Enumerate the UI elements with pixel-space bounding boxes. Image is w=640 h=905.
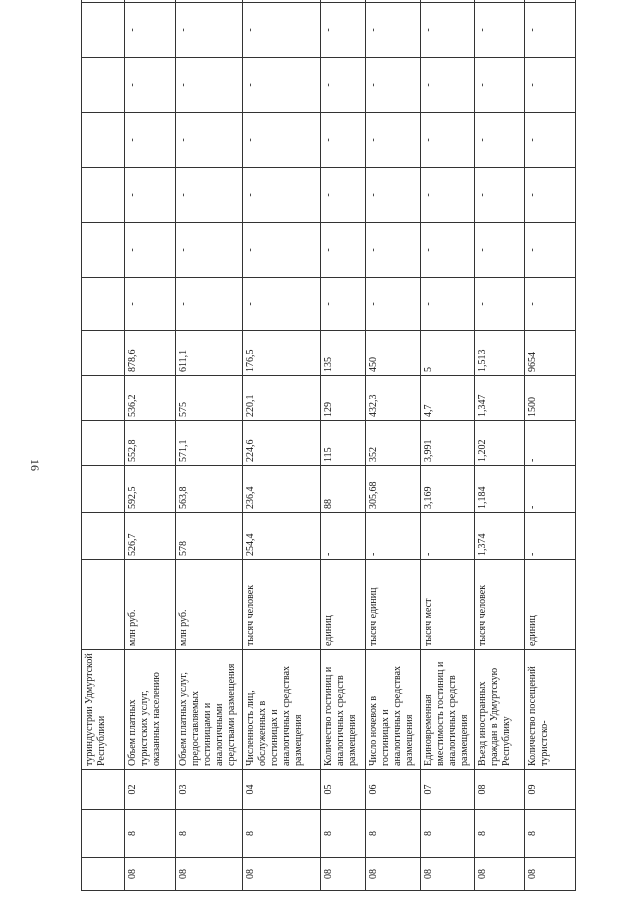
value-cell xyxy=(176,0,243,3)
value-cell xyxy=(82,331,125,376)
value-cell: 578 xyxy=(176,513,243,560)
table-row xyxy=(524,0,575,891)
code-cell: 8 xyxy=(176,810,243,858)
value-cell: - xyxy=(366,513,420,560)
value-cell: 224,6 xyxy=(243,421,321,466)
code-cell xyxy=(82,810,125,858)
value-cell: - xyxy=(475,168,524,223)
value-cell: - xyxy=(420,113,474,168)
value-cell: - xyxy=(125,113,176,168)
value-cell: 1,184 xyxy=(475,466,524,513)
value-cell: 1500 xyxy=(524,376,575,421)
value-cell: - xyxy=(366,3,420,58)
value-cell: 571,1 xyxy=(176,421,243,466)
value-cell: - xyxy=(366,58,420,113)
value-cell: - xyxy=(321,58,366,113)
table-row xyxy=(475,0,524,891)
code-cell: 8 xyxy=(321,810,366,858)
value-cell: - xyxy=(125,278,176,331)
value-cell xyxy=(82,376,125,421)
code-cell: 8 xyxy=(243,810,321,858)
table-row xyxy=(82,0,125,891)
value-cell: - xyxy=(243,278,321,331)
value-cell: - xyxy=(366,113,420,168)
value-cell: - xyxy=(243,113,321,168)
value-cell: 4,7 xyxy=(420,376,474,421)
value-cell: 254,4 xyxy=(243,513,321,560)
table-row xyxy=(243,0,321,891)
value-cell: - xyxy=(475,113,524,168)
indicator-name-cell: Объем платных услуг, предоставляемых гостиницами и аналогичными средствами размещения xyxy=(176,650,243,770)
value-cell: - xyxy=(475,58,524,113)
indicator-name-cell: Численность лиц, обслуженных в гостиницах и аналогичных средствах размещения xyxy=(243,650,321,770)
value-cell: 1,513 xyxy=(475,331,524,376)
code-cell: 08 xyxy=(366,858,420,891)
value-cell: 432,3 xyxy=(366,376,420,421)
value-cell: 176,5 xyxy=(243,331,321,376)
code-cell: 08 xyxy=(475,858,524,891)
value-cell: - xyxy=(243,58,321,113)
value-cell: - xyxy=(243,3,321,58)
value-cell: - xyxy=(524,278,575,331)
value-cell: 1,374 xyxy=(475,513,524,560)
value-cell: 563,8 xyxy=(176,466,243,513)
code-cell: 08 xyxy=(125,858,176,891)
value-cell: 878,6 xyxy=(125,331,176,376)
unit-cell: тысяч мест xyxy=(420,560,474,650)
value-cell: - xyxy=(420,3,474,58)
value-cell: - xyxy=(420,278,474,331)
value-cell: - xyxy=(420,513,474,560)
value-cell: - xyxy=(125,3,176,58)
code-cell: 08 xyxy=(524,858,575,891)
value-cell: - xyxy=(176,113,243,168)
code-cell: 08 xyxy=(243,858,321,891)
code-cell: 03 xyxy=(176,770,243,810)
code-cell: 05 xyxy=(321,770,366,810)
value-cell: - xyxy=(366,278,420,331)
value-cell: - xyxy=(243,168,321,223)
table-row xyxy=(321,0,366,891)
value-cell: - xyxy=(125,168,176,223)
code-cell: 08 xyxy=(420,858,474,891)
code-cell: 8 xyxy=(475,810,524,858)
value-cell: - xyxy=(321,3,366,58)
code-cell xyxy=(82,858,125,891)
value-cell: - xyxy=(321,513,366,560)
code-cell: 8 xyxy=(420,810,474,858)
value-cell: - xyxy=(475,223,524,278)
value-cell xyxy=(524,0,575,3)
table-row xyxy=(366,0,420,891)
value-cell: 88 xyxy=(321,466,366,513)
value-cell: 1,347 xyxy=(475,376,524,421)
value-cell: - xyxy=(176,58,243,113)
value-cell xyxy=(82,168,125,223)
value-cell: 5 xyxy=(420,331,474,376)
value-cell: - xyxy=(475,278,524,331)
table-row xyxy=(125,0,176,891)
code-cell: 07 xyxy=(420,770,474,810)
code-cell: 08 xyxy=(176,858,243,891)
unit-cell: тысяч единиц xyxy=(366,560,420,650)
value-cell: - xyxy=(524,168,575,223)
value-cell: - xyxy=(321,168,366,223)
code-cell: 8 xyxy=(125,810,176,858)
value-cell xyxy=(366,0,420,3)
value-cell xyxy=(243,0,321,3)
value-cell: - xyxy=(524,513,575,560)
value-cell xyxy=(475,0,524,3)
value-cell: - xyxy=(420,168,474,223)
value-cell: 305,68 xyxy=(366,466,420,513)
unit-cell: млн руб. xyxy=(176,560,243,650)
unit-cell xyxy=(82,560,125,650)
value-cell: - xyxy=(524,223,575,278)
value-cell xyxy=(82,3,125,58)
value-cell: - xyxy=(366,168,420,223)
value-cell: - xyxy=(475,3,524,58)
unit-cell: единиц xyxy=(524,560,575,650)
code-cell: 09 xyxy=(524,770,575,810)
value-cell xyxy=(125,0,176,3)
value-cell xyxy=(82,113,125,168)
value-cell: - xyxy=(420,58,474,113)
value-cell: - xyxy=(176,223,243,278)
indicator-name-cell: Объем платных туристских услуг, оказанных населению xyxy=(125,650,176,770)
value-cell: - xyxy=(125,223,176,278)
code-cell: 02 xyxy=(125,770,176,810)
value-cell xyxy=(82,0,125,3)
value-cell xyxy=(420,0,474,3)
value-cell xyxy=(82,223,125,278)
value-cell: 135 xyxy=(321,331,366,376)
value-cell: 575 xyxy=(176,376,243,421)
value-cell: - xyxy=(321,223,366,278)
value-cell: 3,169 xyxy=(420,466,474,513)
indicator-name-cell: Число ночевок в гостиницах и аналогичных средствах размещения xyxy=(366,650,420,770)
indicator-name-cell: Количество гостиниц и аналогичных средств размещения xyxy=(321,650,366,770)
code-cell: 08 xyxy=(321,858,366,891)
value-cell: 536,2 xyxy=(125,376,176,421)
code-cell xyxy=(82,770,125,810)
value-cell: - xyxy=(366,223,420,278)
unit-cell: млн руб. xyxy=(125,560,176,650)
indicator-name-cell: Въезд иностранных граждан в Удмуртскую Республику xyxy=(475,650,524,770)
indicator-name-cell: Единовременная вместимость гостиниц и аналогичных средств размещения xyxy=(420,650,474,770)
value-cell: - xyxy=(524,113,575,168)
value-cell: 592,5 xyxy=(125,466,176,513)
unit-cell: тысяч человек xyxy=(475,560,524,650)
value-cell: - xyxy=(321,113,366,168)
indicator-name-cell: туриндустрии Удмуртской Республики xyxy=(82,650,125,770)
value-cell: 526,7 xyxy=(125,513,176,560)
value-cell xyxy=(82,466,125,513)
value-cell: - xyxy=(176,3,243,58)
indicator-name-cell: Количество посещений туристско- xyxy=(524,650,575,770)
value-cell: - xyxy=(125,58,176,113)
value-cell: 352 xyxy=(366,421,420,466)
value-cell: - xyxy=(524,58,575,113)
unit-cell: единиц xyxy=(321,560,366,650)
code-cell: 8 xyxy=(366,810,420,858)
code-cell: 04 xyxy=(243,770,321,810)
page-number: 16 xyxy=(28,459,42,471)
value-cell xyxy=(321,0,366,3)
value-cell xyxy=(82,421,125,466)
value-cell: 9654 xyxy=(524,331,575,376)
value-cell: - xyxy=(524,3,575,58)
value-cell: - xyxy=(524,466,575,513)
code-cell: 06 xyxy=(366,770,420,810)
indicators-table xyxy=(81,0,576,891)
unit-cell: тысяч человек xyxy=(243,560,321,650)
value-cell xyxy=(82,278,125,331)
value-cell: - xyxy=(243,223,321,278)
value-cell: 236,4 xyxy=(243,466,321,513)
value-cell: - xyxy=(524,421,575,466)
value-cell: - xyxy=(420,223,474,278)
value-cell: - xyxy=(176,168,243,223)
value-cell: 115 xyxy=(321,421,366,466)
value-cell: - xyxy=(176,278,243,331)
value-cell: 450 xyxy=(366,331,420,376)
value-cell xyxy=(82,513,125,560)
table-row xyxy=(420,0,474,891)
value-cell xyxy=(82,58,125,113)
code-cell: 8 xyxy=(524,810,575,858)
value-cell: 220,1 xyxy=(243,376,321,421)
value-cell: - xyxy=(321,278,366,331)
value-cell: 129 xyxy=(321,376,366,421)
value-cell: 1,202 xyxy=(475,421,524,466)
value-cell: 552,8 xyxy=(125,421,176,466)
table-row xyxy=(176,0,243,891)
value-cell: 3,991 xyxy=(420,421,474,466)
code-cell: 08 xyxy=(475,770,524,810)
value-cell: 611,1 xyxy=(176,331,243,376)
